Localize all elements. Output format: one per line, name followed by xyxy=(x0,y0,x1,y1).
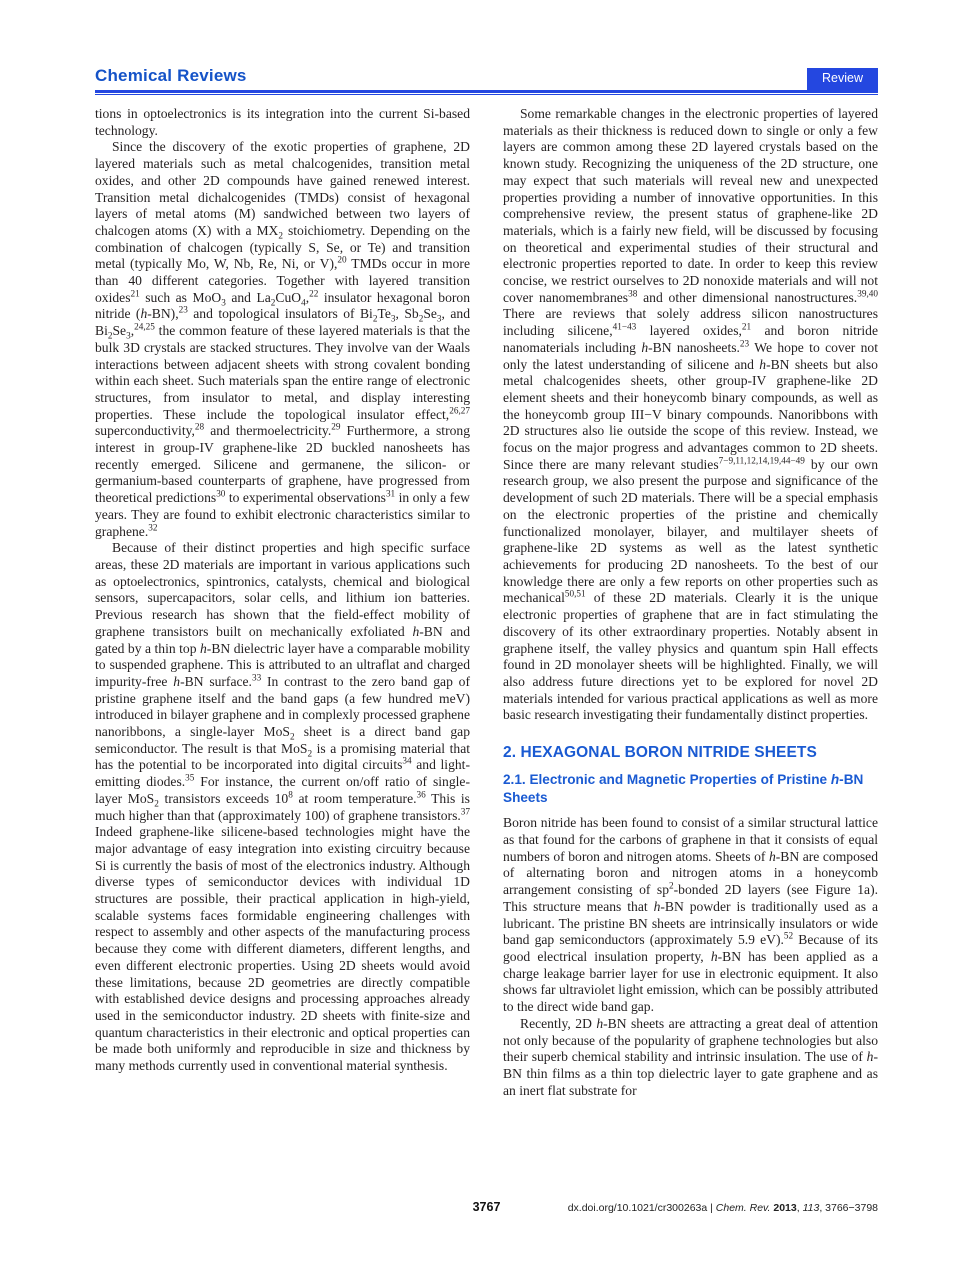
subsection-heading: 2.1. Electronic and Magnetic Properties of Pristine h-BN Sheets xyxy=(503,772,864,805)
doi-citation[interactable]: dx.doi.org/10.1021/cr300263a | Chem. Rev. 2013, 113, 3766−3798 xyxy=(567,1202,878,1214)
review-badge: Review xyxy=(807,68,878,90)
paragraph: Because of their distinct properties and high specific surface areas, these 2D materials are important in various applications such as optoelectronics, spintronics, catalysts, chemical and biological sensors, supercapacitors, solar cells, and lithium ion batteries. Previous research has shown that the field-effect mobility of graphene transistors built on mechanically exfoliated h-BN and gated by a thin top h-BN dielectric layer have a comparable mobility to suspended graphene. This is attributed to an ultraflat and charged impurity-free h-BN surface.$^{33}$ In contrast to the zero band gap of pristine graphene itself and the band gaps (a few hundred meV) introduced in bilayer graphene and in complexly processed graphene nanoribbons, a single-layer MoS$_2$ sheet is a direct band gap semiconductor. The result is that MoS$_2$ is a promising material that has the potential to be incorporated into digital circuits$^{34}$ and light-emitting diodes.$^{35}$ For instance, the current on/off ratio of single-layer MoS$_2$ transistors exceeds $10^8$ at room temperature.$^{36}$ This is much higher than that (approximately 100) of graphene transistors.$^{37}$ Indeed graphene-like silicene-based technologies might have the major advantage of easy integration into existing circuitry because Si is currently the basis of most of the electronics industry. Although diverse types of semiconductor devices with individual 1D structures are possible, their practical application in high-yield, scalable systems faces formidable engineering challenges with respect to assembly and other aspects of the manufacturing process because they come with different diameters, different lengths, and even different electronic properties. Using 2D sheets would avoid these limitations, because 2D geometries are directly compatible with established device designs and processing approaches already used in the semiconductor industry. 2D sheets with finite-size and quantum characteristics in their electronic and optical properties can be made both uniformly and reproducible in size and thickness by many methods currently used in conventional material synthesis. xyxy=(95,540,471,1074)
paragraph: Some remarkable changes in the electronic properties of layered materials as their thickness is reduced down to single or only a few layers are common among these 2D layered crystals based on the known study. Recognizing the uniqueness of the 2D structure, one may expect that such materials will reveal new and unexpected properties providing a number of innovative opportunities. In this comprehensive review, the present status of graphene-like 2D materials, which is a fairly new field, will be discussed by focusing on theoretical and experimental studies of their structural and electronic properties reported to date. In order to keep this review concise, we restrict ourselves to 2D nonoxide materials and will not cover nanomembranes$^{38}$ and other dimensional nanostructures.$^{39,40}$ There are reviews that solely address silicon nanostructures including silicene,$^{41-43}$ layered oxides,$^{21}$ and boron nitride nanomaterials including h-BN nanosheets.$^{23}$ We hope to cover not only the latest understanding of silicene and h-BN sheets but also metal chalcogenides sheets, other group-IV graphene-like 2D element sheets and their honeycomb binary compounds, as well as the honeycomb group III−V binary compounds. Nanoribbons with 2D structures also lie outside the scope of this review. Instead, we focus on the major progress and advantages common to 2D sheets. Since there are many relevant studies$^{7-9,11,12,14,19,44-49}$ by our own research group, we also present the purpose and significance of the development of such 2D materials. There will be a special emphasis on the electronic properties of the pristine and chemically functionalized monolayer, bilayer, and multilayer sheets of graphene-like 2D systems as well as the latest synthetic achievements for producing 2D nanosheets. To the best of our knowledge there are only a few reports on other properties such as mechanical$^{50,51}$ of these 2D materials. Clearly it is the unique electronic properties of graphene that are in fact stimulating the discovery of its other extraordinary properties. Notably absent in graphene itself, the valley physics and quantum spin Hall effects found in 2D monolayer sheets will be highlighted. Finally, we will also address future directions yet to be explored for novel 2D materials intended for various practical applications as well as more basic research investigating their fundamentally distinct properties. xyxy=(503,106,879,723)
left-column xyxy=(95,106,470,1099)
article-body xyxy=(95,106,878,1099)
page-footer xyxy=(95,1200,878,1218)
paragraph: tions in optoelectronics is its integration into the current Si-based technology. xyxy=(95,106,470,138)
page-header xyxy=(95,66,878,95)
page-number: 3767 xyxy=(472,1200,501,1214)
paragraph: Recently, 2D h-BN sheets are attracting a great deal of attention not only because of the popularity of graphene technologies but also their superb chemical stability and intrinsic insulation. The use of h-BN thin films as a thin top dielectric layer to gate graphene and as an inert flat substrate for xyxy=(503,1015,878,1098)
paragraph: Boron nitride has been found to consist of a similar structural lattice as that found for the carbons of graphene in that it consists of equal numbers of boron and nitrogen atoms. Sheets of h-BN are composed of alternating boron and nitrogen atoms in a honeycomb arrangement consisting of $sp^2$-bonded 2D layers (see Figure 1a). This structure means that h-BN powder is traditionally used as a lubricant. The pristine BN sheets are intrinsically insulators or wide band gap semiconductors (approximately 5.9 eV).$^{52}$ Because of its good electrical insulation property, h-BN has been applied as a charge leakage barrier layer for use in electronic equipment. It also shows far ultraviolet light emission, which can be possibly attributed to the direct wide band gap. xyxy=(503,815,879,1015)
header-rule-thin xyxy=(95,94,878,95)
header-rule-thick xyxy=(95,90,878,93)
right-column xyxy=(503,106,878,1099)
journal-title: Chemical Reviews xyxy=(95,66,247,85)
section-heading: 2. HEXAGONAL BORON NITRIDE SHEETS xyxy=(503,744,817,762)
paragraph: Since the discovery of the exotic properties of graphene, 2D layered materials such as metal chalcogenides, transition metal oxides, and other 2D compounds have gained renewed interest. Transition metal dichalcogenides (TMDs) consist of hexagonal layers of metal atoms (M) sandwiched between two layers of chalcogen atoms (X) with a $MX_2$ stoichiometry. Depending on the combination of chalcogen (typically S, Se, or Te) and transition metal (typically Mo, W, Nb, Re, Ni, or V),$^{20}$ TMDs occur in more than 40 different categories. Together with layered transition oxides$^{21}$ such as MoO$_3$ and $La_2CuO_4,^{22}$ insulator hexagonal boron nitride (h-BN),$^{23}$ and topological insulators of $Bi_2Te_3$, $Sb_2Se_3$, and $Bi_2Se_3,^{24,25}$ the common feature of these layered materials is that the bulk 3D crystals are stacked structures. They involve van der Waals interactions between adjacent sheets with strong covalent bonding within each sheet. Such materials span the entire range of electronic structures, from insulator to metal, and display interesting properties. These include the topological insulator effect,$^{26,27}$ superconductivity,$^{28}$ and thermoelectricity.$^{29}$ Furthermore, a strong interest in group-IV graphene-like 2D buckled nanosheets has recently emerged. Silicene and germanene, the silicon- or germanium-based counterparts of graphene, have progressed from theoretical predictions$^{30}$ to experimental observations$^{31}$ in only a few years. They are found to exhibit electronic characteristics similar to graphene.$^{32}$ xyxy=(95,139,471,539)
